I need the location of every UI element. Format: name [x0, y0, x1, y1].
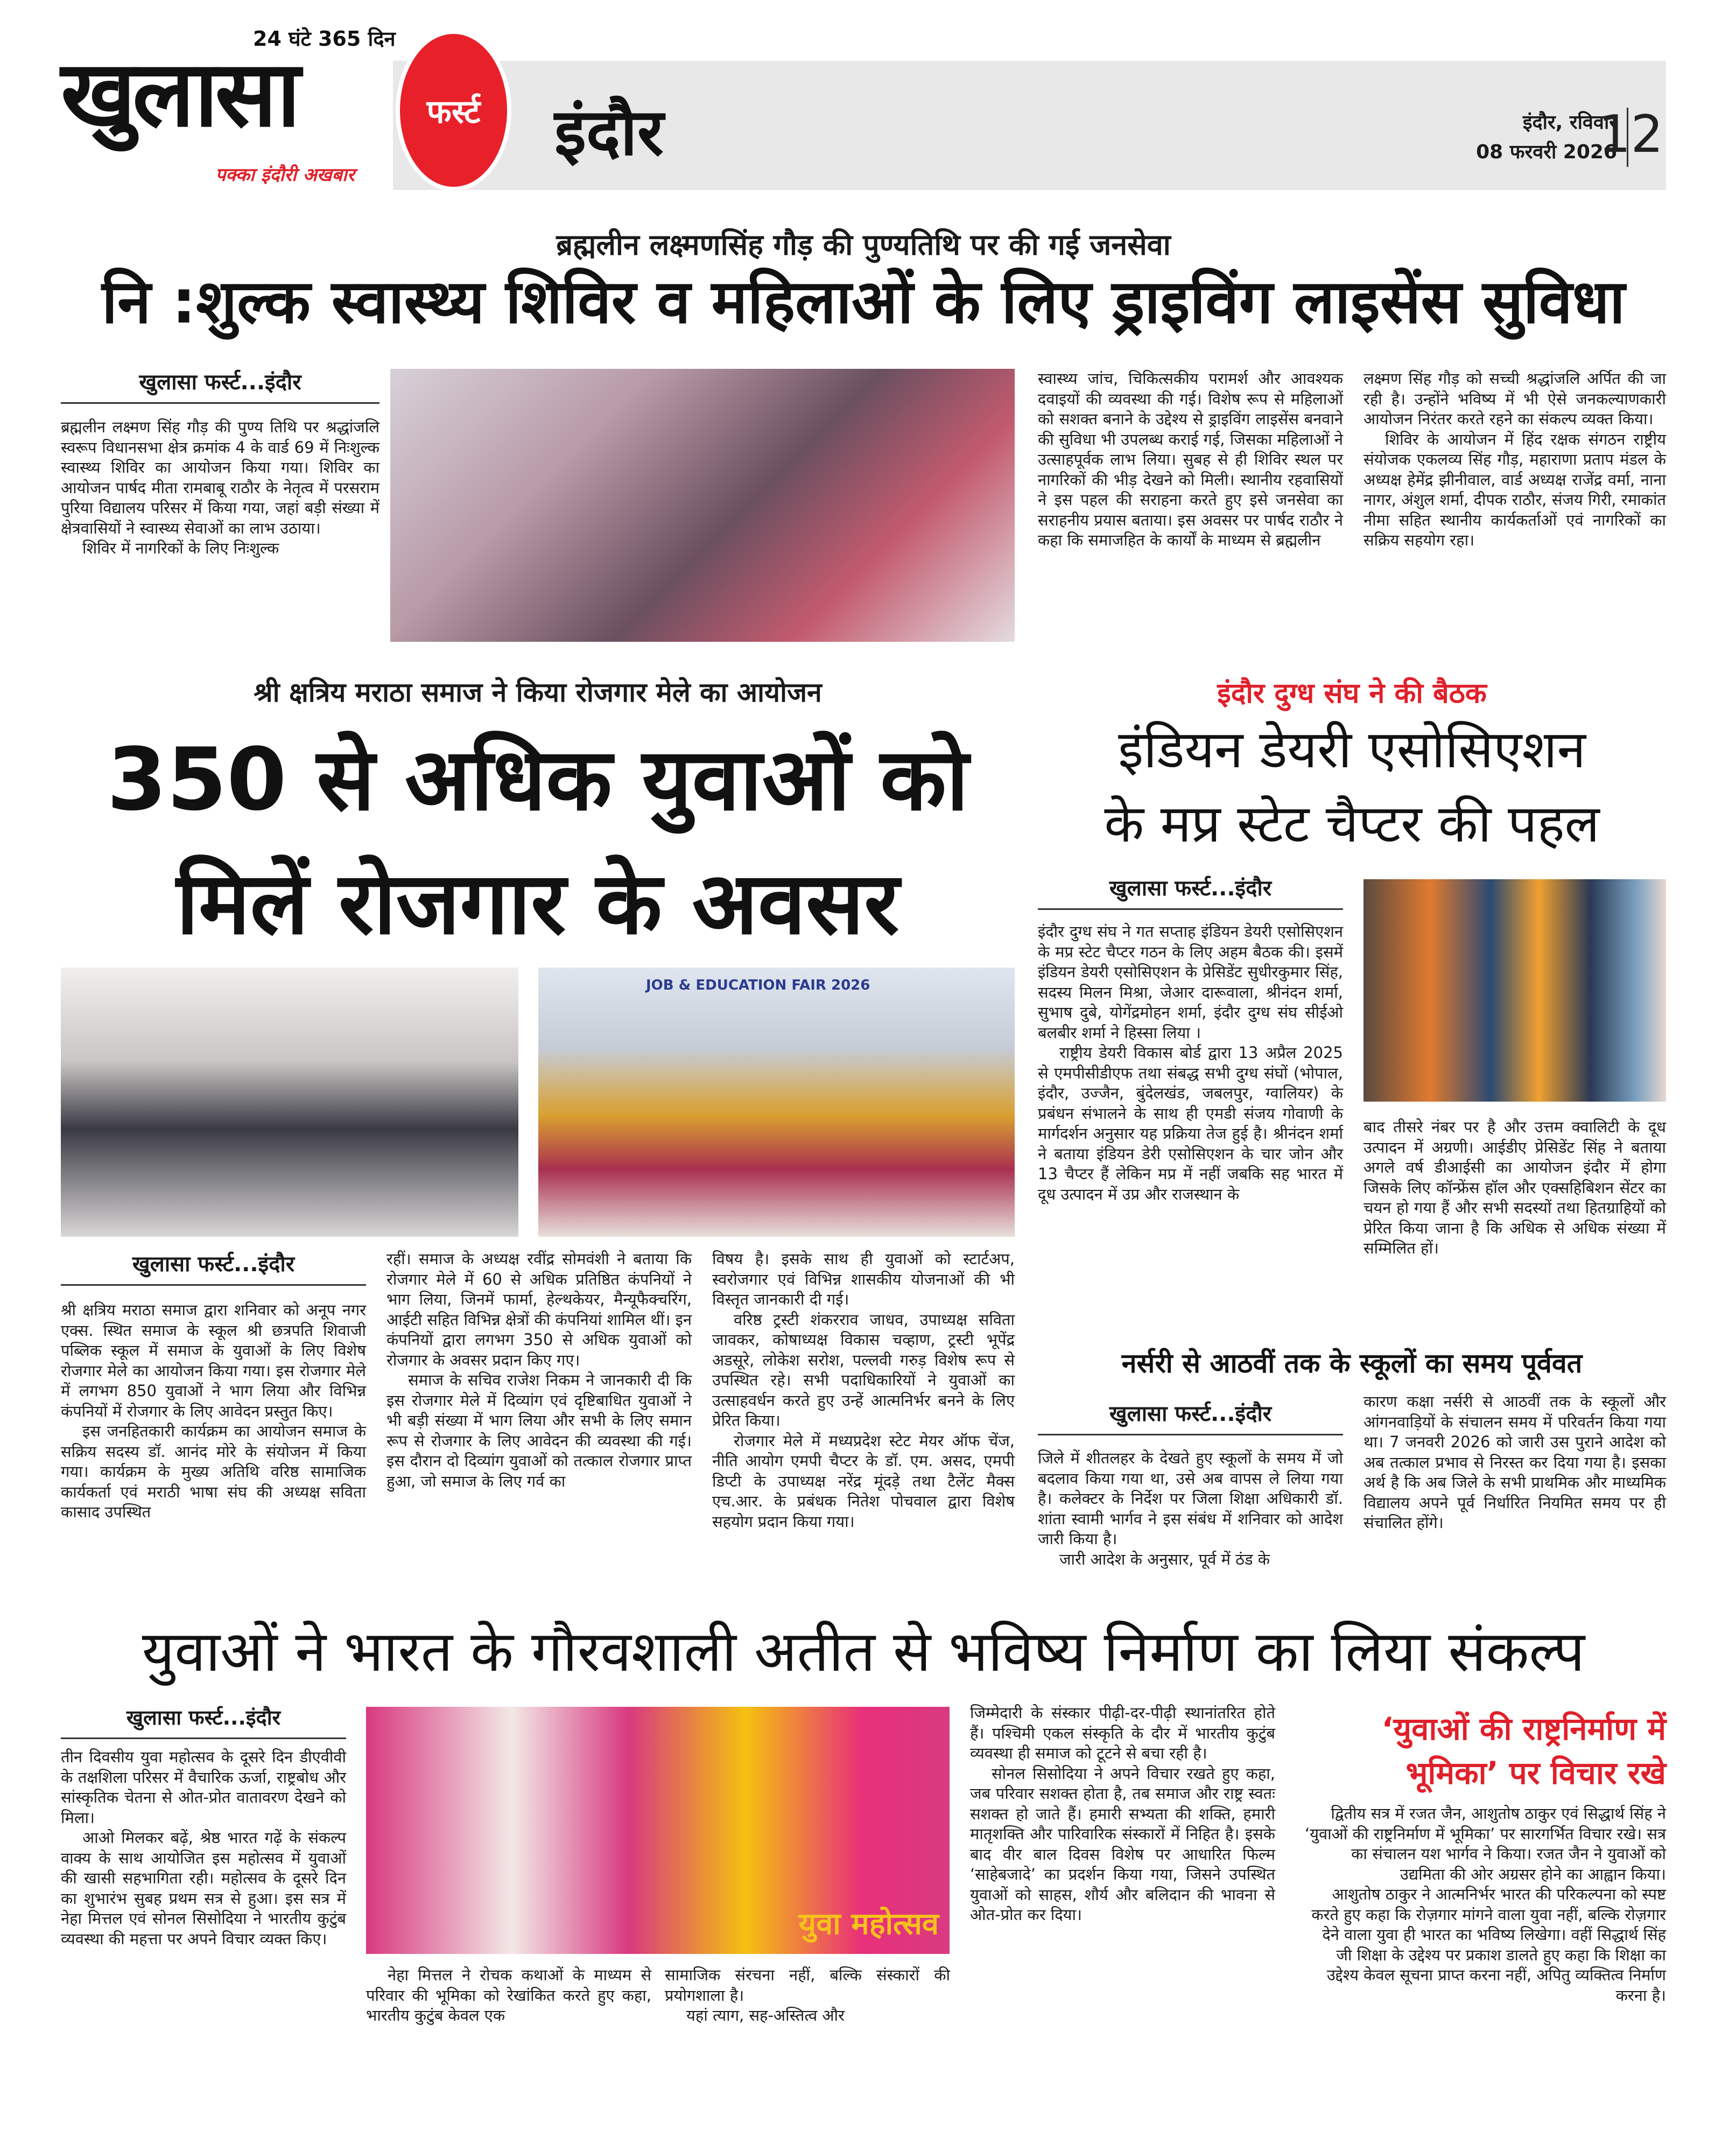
job-fair-guests-photo: [538, 968, 1015, 1237]
story1-kicker: ब्रह्मलीन लक्ष्मणसिंह गौड़ की पुण्यतिथि पर की गई जनसेवा: [556, 228, 1171, 262]
paragraph: रहीं। समाज के अध्यक्ष रवींद्र सोमवंशी ने बताया कि रोजगार मेले में 60 से अधिक प्रतिष्ठित कंपनियों ने भाग लिया, जिनमें फार्मा, हेल्थकेयर, मैन्यूफैक्चरिंग, आईटी सहित विभिन्न क्षेत्रों की कंपनियां शामिल थीं। इन कंपनियों द्वारा लगभग 350 से अधिक युवाओं को रोजगार के अवसर प्रदान किए गए।: [386, 1250, 692, 1369]
story4-col1: [1038, 1448, 1343, 1570]
story2-col2: [386, 1249, 692, 1491]
date-full: 08 फरवरी 2026: [1476, 141, 1617, 163]
story2-byline: खुलासा फर्स्ट...इंदौर: [61, 1248, 366, 1286]
story5-byline: खुलासा फर्स्ट...इंदौर: [61, 1703, 346, 1739]
paragraph: द्वितीय सत्र में रजत जैन, आशुतोष ठाकुर एवं सिद्धार्थ सिंह ने ‘युवाओं की राष्ट्रनिर्माण में भूमिका’ पर सारगर्भित विचार रखे। सत्र का संचालन यश भार्गव ने किया। रजत जैन ने युवाओं को उद्यमिता की ओर अग्रसर होने का आह्वान किया।: [1304, 1804, 1666, 1883]
story3-col2: [1364, 1117, 1666, 1259]
paragraph: श्री क्षत्रिय मराठा समाज द्वारा शनिवार को अनूप नगर एक्स. स्थित समाज के स्कूल श्री छत्रपति शिवाजी पब्लिक स्कूल में समाज के युवाओं के लिए विशेष रोजगार मेले का आयोजन किया गया। इस रोजगार मेले में लगभग 850 युवाओं ने भाग लिया और विभिन्न कंपनियों में रोजगार के लिए आवेदन प्रस्तुत किए।: [61, 1301, 366, 1420]
story5-col1: [61, 1747, 346, 1949]
paragraph: इंदौर दुग्ध संघ ने गत सप्ताह इंडियन डेयरी एसोसिएशन के मप्र स्टेट चैप्टर गठन के लिए अहम बैठक की। इसमें इंडियन डेयरी एसोसिएशन के प्रेसिडेंट सुधीरकुमार सिंह, सदस्य मिलन मिश्रा, जेआर दारूवाला, श्रीनंदन शर्मा, सुभाष दुबे, योगेंद्रमोहन शर्मा, इंदौर दुग्ध संघ सीईओ बलबीर शर्मा ने हिस्सा लिया ।: [1038, 922, 1343, 1042]
story5-col2: [366, 1965, 651, 2026]
masthead-circle-text: फर्स्ट: [426, 93, 481, 131]
masthead-tagline: 24 घंटे 365 दिन: [253, 27, 396, 51]
dairy-meeting-photo: [1364, 879, 1666, 1102]
story1-col3: [1038, 369, 1343, 551]
photo-banner-text: JOB & EDUCATION FAIR 2026: [646, 977, 870, 993]
story2-headline-line2: मिलें रोजगार के अवसर: [176, 853, 899, 954]
paragraph: समाज के सचिव राजेश निकम ने जानकारी दी कि इस रोजगार मेले में दिव्यांग एवं दृष्टिबाधित युवाओं ने भी बड़ी संख्या में भाग लिया और सभी के लिए समान रूप से रोजगार के लिए आवेदन की व्यवस्था की गई। इस दौरान दो दिव्यांग युवाओं को तत्काल रोजगार प्राप्त हुआ, जो समाज के लिए गर्व का: [386, 1371, 692, 1490]
story3-kicker: इंदौर दुग्ध संघ ने की बैठक: [1217, 677, 1487, 710]
paragraph: नेहा मित्तल ने रोचक कथाओं के माध्यम से परिवार की भूमिका को रेखांकित करते हुए कहा, भारतीय कुटुंब केवल एक: [366, 1966, 651, 2024]
paragraph: तीन दिवसीय युवा महोत्सव के दूसरे दिन डीएवीवी के तक्षशिला परिसर में वैचारिक ऊर्जा, राष्ट्रबोध और सांस्कृतिक चेतना से ओत-प्रोत वातावरण देखने को मिला।: [61, 1748, 346, 1827]
story2-col3: [712, 1249, 1015, 1532]
story5-col5: [1303, 1804, 1666, 2006]
story5-col3: [665, 1965, 950, 2026]
job-fair-group-photo: [61, 968, 518, 1237]
story1-col4: [1364, 369, 1666, 551]
paragraph: यहां त्याग, सह-अस्तित्व और: [686, 2006, 845, 2024]
story3-headline-line2: के मप्र स्टेट चैप्टर की पहल: [1104, 794, 1600, 854]
story2-col1: [61, 1300, 366, 1523]
story3-col1: [1038, 922, 1343, 1204]
paragraph: आशुतोष ठाकुर ने आत्मनिर्भर भारत की परिकल्पना को स्पष्ट करते हुए कहा कि रोज़गार मांगने वाला युवा नहीं, बल्कि रोज़गार देने वाला युवा ही भारत का भविष्य लिखेगा। वहीं सिद्धार्थ सिंह जी शिक्षा के उद्देश्य पर प्रकाश डालते हुए कहा कि शिक्षा का उद्देश्य केवल सूचना प्राप्त करना नहीं, अपितु व्यक्तित्व निर्माण करना है।: [1311, 1885, 1666, 2005]
paragraph: लक्ष्मण सिंह गौड़ को सच्ची श्रद्धांजलि अर्पित की जा रही है। उन्होंने भविष्य में भी ऐसे जनकल्याणकारी आयोजन निरंतर करते रहने का संकल्प व्यक्त किया।: [1364, 369, 1666, 428]
story5-col4: [970, 1703, 1275, 1925]
story5-headline: युवाओं ने भारत के गौरवशाली अतीत से भविष्य निर्माण का लिया संकल्प: [142, 1618, 1585, 1684]
paragraph: विषय है। इसके साथ ही युवाओं को स्टार्टअप, स्वरोजगार एवं विभिन्न शासकीय योजनाओं की भी विस्तृत जानकारी दी गई।: [712, 1250, 1015, 1308]
story3-headline-line1: इंडियन डेयरी एसोसिएशन: [1118, 719, 1586, 780]
story5-subheadline-line2: भूमिका’ पर विचार रखे: [1405, 1755, 1666, 1791]
story3-byline: खुलासा फर्स्ट...इंदौर: [1038, 872, 1343, 910]
youth-festival-photo: [366, 1707, 950, 1954]
paragraph: कारण कक्षा नर्सरी से आठवीं तक के स्कूलों और आंगनवाड़ियों के संचालन समय में परिवर्तन किया गया था। 7 जनवरी 2026 को जारी उस पुराने आदेश को अब तत्काल प्रभाव से निरस्त कर दिया गया है। इसका अर्थ है कि अब जिले के सभी प्राथमिक और माध्यमिक विद्यालय अपने पूर्व निर्धारित नियमित समय पर ही संचालित होंगे।: [1364, 1392, 1666, 1532]
paragraph: शिविर में नागरिकों के लिए निःशुल्क: [82, 539, 279, 557]
story2-headline-line1: 350 से अधिक युवाओं को: [107, 729, 969, 830]
paragraph: वरिष्ठ ट्रस्टी शंकरराव जाधव, उपाध्यक्ष सविता जावकर, कोषाध्यक्ष विकास चव्हाण, ट्रस्टी भूपेंद्र अडसूरे, लोकेश सरोश, पल्लवी गरुड़ विशेष रूप से उपस्थित रहे। सभी पदाधिकारियों ने युवाओं का उत्साहवर्धन करते हुए उन्हें आत्मनिर्भर बनने के लिए प्रेरित किया।: [712, 1310, 1015, 1430]
story4-byline: खुलासा फर्स्ट...इंदौर: [1038, 1398, 1343, 1435]
story4-col2: [1364, 1392, 1666, 1533]
edition-name: इंदौर: [554, 95, 664, 170]
paragraph: आओ मिलकर बढ़ें, श्रेष्ठ भारत गढ़ें के संकल्प वाक्य के साथ आयोजित इस महोत्सव में युवाओं की खासी सहभागिता रही। महोत्सव के दूसरे दिन का शुभारंभ सुबह प्रथम सत्र से हुआ। इस सत्र में नेहा मित्तल एवं सोनल सिसोदिया ने भारतीय कुटुंब व्यवस्था की महत्ता पर अपने विचार व्यक्त किए।: [61, 1828, 346, 1948]
photo-banner-text: युवा महोत्सव: [798, 1907, 939, 1942]
paragraph: स्वास्थ्य जांच, चिकित्सकीय परामर्श और आवश्यक दवाइयों की व्यवस्था की गई। विशेष रूप से महिलाओं को सशक्त बनाने के उद्देश्य से ड्राइविंग लाइसेंस बनवाने की सुविधा भी उपलब्ध कराई गई, जिसका महिलाओं ने उत्साहपूर्वक लाभ लिया। सुबह से ही शिविर स्थल पर नागरिकों की भीड़ देखने को मिली। स्थानीय रहवासियों ने इस पहल की सराहना करते हुए इसे जनसेवा का सराहनीय प्रयास बताया। इस अवसर पर पार्षद राठौर ने कहा कि समाजहित के कार्यों के माध्यम से ब्रह्मलीन: [1038, 369, 1343, 549]
paragraph: इस जनहितकारी कार्यक्रम का आयोजन समाज के सक्रिय सदस्य डॉ. आनंद मोरे के संयोजन में किया गया। कार्यक्रम के मुख्य अतिथि वरिष्ठ सामाजिक कार्यकर्ता एवं मराठी भाषा संघ की अध्यक्ष सविता कासाद उपस्थित: [61, 1422, 366, 1521]
masthead-logo-name: खुलासा: [61, 41, 298, 148]
story1-byline: खुलासा फर्स्ट...इंदौर: [61, 366, 379, 404]
paragraph: रोजगार मेले में मध्यप्रदेश स्टेट मेयर ऑफ चेंज, नीति आयोग एमपी चैप्टर के डॉ. एम. असद, एमपी डिप्टी के उपाध्यक्ष नरेंद्र मूंदड़े तथा टैलेंट मैक्स एच.आर. के प्रबंधक नितेश पोचवाल द्वारा विशेष सहयोग प्रदान किया गया।: [712, 1431, 1015, 1531]
date-day: इंदौर, रविवार: [1522, 111, 1617, 134]
paragraph: ब्रह्मलीन लक्ष्मण सिंह गौड़ की पुण्य तिथि पर श्रद्धांजलि स्वरूप विधानसभा क्षेत्र क्रमांक 4 के वार्ड 69 में निःशुल्क स्वास्थ्य शिविर का आयोजन किया गया। शिविर का आयोजन पार्षद मीता रामबाबू राठौर के नेतृत्व में परसराम पुरिया विद्यालय परिसर में किया गया, जहां बड़ी संख्या में क्षेत्रवासियों ने स्वास्थ्य सेवाओं का लाभ उठाया।: [61, 418, 379, 537]
paragraph: जिम्मेदारी के संस्कार पीढ़ी-दर-पीढ़ी स्थानांतरित होते हैं। पश्चिमी एकल संस्कृति के दौर में भारतीय कुटुंब व्यवस्था ही समाज को टूटने से बचा रही है।: [970, 1704, 1275, 1762]
paragraph: सामाजिक संरचना नहीं, बल्कि संस्कारों की प्रयोगशाला है।: [665, 1966, 950, 2005]
page-number: 12: [1598, 105, 1663, 164]
paragraph: सोनल सिसोदिया ने अपने विचार रखते हुए कहा, जब परिवार सशक्त होता है, तब समाज और राष्ट्र स्वतः सशक्त हो जाते हैं। हमारी सभ्यता की शक्ति, हमारी मातृशक्ति और पारिवारिक संस्कारों में निहित है। इसके बाद वीर बाल दिवस विशेष पर आधारित फिल्म ‘साहेबजादे’ का प्रदर्शन किया गया, जिसने उपस्थित युवाओं को साहस, शौर्य और बलिदान की भावना से ओत-प्रोत कर दिया।: [970, 1764, 1275, 1924]
masthead-logo-circle: [396, 30, 511, 191]
paragraph: राष्ट्रीय डेयरी विकास बोर्ड द्वारा 13 अप्रैल 2025 से एमपीसीडीएफ तथा संबद्ध सभी दुग्ध संघों (भोपाल, इंदौर, उज्जैन, बुंदेलखंड, जबलपुर, ग्वालियर) के प्रबंधन संभालने के साथ ही एमडी संजय गोवाणी के मार्गदर्शन अनुसार यह प्रक्रिया तेज हुई है। श्रीनंदन शर्मा ने बताया इंडियन डेरी एसोसिएशन के चार जोन और 13 चैप्टर हैं लेकिन मप्र में नहीं जबकि सह भारत में दूध उत्पादन में उप्र और राजस्थान के: [1038, 1043, 1343, 1203]
story4-headline: नर्सरी से आठवीं तक के स्कूलों का समय पूर्ववत: [1121, 1348, 1583, 1379]
paragraph: जिले में शीतलहर के देखते हुए स्कूलों के समय में जो बदलाव किया गया था, उसे अब वापस ले लिया गया है। कलेक्टर के निर्देश पर जिला शिक्षा अधिकारी डॉ. शांता स्वामी भार्गव ने इस संबंध में शनिवार को आदेश जारी किया है।: [1038, 1449, 1343, 1548]
masthead-subtitle: पक्का इंदौरी अखबार: [215, 164, 355, 186]
paragraph: जारी आदेश के अनुसार, पूर्व में ठंड के: [1059, 1550, 1270, 1568]
story1-headline: नि :शुल्क स्वास्थ्य शिविर व महिलाओं के लिए ड्राइविंग लाइसेंस सुविधा: [102, 267, 1625, 337]
story1-col1: [61, 417, 379, 559]
health-camp-photo: [390, 369, 1015, 642]
story2-kicker: श्री क्षत्रिय मराठा समाज ने किया रोजगार मेले का आयोजन: [254, 677, 822, 708]
story5-subheadline-line1: ‘युवाओं की राष्ट्रनिर्माण में: [1381, 1711, 1666, 1747]
paragraph: शिविर के आयोजन में हिंद रक्षक संगठन राष्ट्रीय संयोजक एकलव्य सिंह गौड़, महाराणा प्रताप मंडल के अध्यक्ष हेमेंद्र झीनीवाल, वार्ड अध्यक्ष राजेंद्र वर्मा, नाना नागर, अंशुल शर्मा, दीपक राठौर, संजय गिरी, रमाकांत नीमा सहित स्थानीय कार्यकर्ताओं एवं नागरिकों का सक्रिय सहयोग रहा।: [1364, 430, 1666, 549]
paragraph: बाद तीसरे नंबर पर है और उत्तम क्वालिटी के दूध उत्पादन में अग्रणी। आईडीए प्रेसिडेंट सिंह ने बताया अगले वर्ष डीआईसी का आयोजन इंदौर में होगा जिसके लिए कॉन्फ्रेंस हॉल और एक्सहिबिशन सेंटर का चयन हो गया हैं और सभी सदस्यों तथा हितग्राहियों को प्रेरित किया जाना है कि अधिक से अधिक संख्या में सम्मिलित हों।: [1364, 1118, 1666, 1257]
